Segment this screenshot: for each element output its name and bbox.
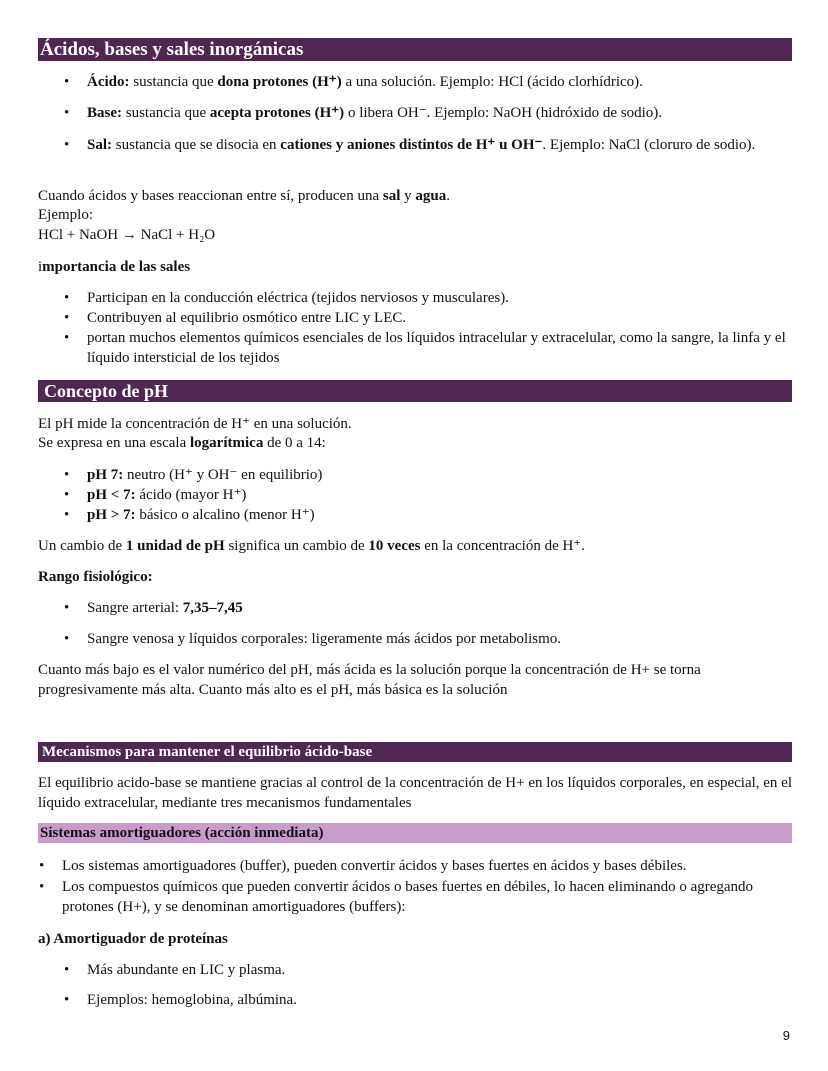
text: El pH mide la concentración de H⁺ en una solución. xyxy=(38,416,352,432)
text: Un cambio de xyxy=(38,538,126,554)
list-item xyxy=(87,308,792,328)
bold-text: cationes y aniones distintos de H⁺ u OH⁻ xyxy=(280,137,543,153)
text: . xyxy=(446,188,450,204)
list-item-salt xyxy=(87,135,792,155)
text: básico o alcalino (menor H⁺) xyxy=(135,507,315,523)
text: significa un cambio de xyxy=(224,538,369,554)
bold-text: Rango fisiológico: xyxy=(38,569,153,585)
text: i xyxy=(38,259,43,275)
text: Cuanto más bajo es el valor numérico del pH, más ácida es la solución porque la concentración de H+ se torna progresivamente más alta. Cuanto más alto es el pH, más básica es la solución xyxy=(38,662,701,698)
heading-mechanisms: Mecanismos para mantener el equilibrio ácido-base xyxy=(38,742,792,762)
list-item xyxy=(87,485,792,505)
paragraph-ph-change xyxy=(38,536,792,556)
list-item-acid xyxy=(87,72,792,92)
text: a una solución. Ejemplo: HCl (ácido clorhídrico). xyxy=(341,74,643,90)
bold-text: pH > 7: xyxy=(87,507,136,523)
text: en la concentración de H⁺. xyxy=(420,538,585,554)
text: Ejemplos: hemoglobina, albúmina. xyxy=(87,992,297,1008)
text: Sangre venosa y líquidos corporales: ligeramente más ácidos por metabolismo. xyxy=(87,631,562,647)
heading-ph-concept: Concepto de pH xyxy=(38,380,792,402)
text: neutro (H⁺ y OH⁻ en equilibrio) xyxy=(123,467,323,483)
text: sustancia que se disocia en xyxy=(112,137,281,153)
text: Más abundante en LIC y plasma. xyxy=(87,962,286,978)
paragraph-ph-scale xyxy=(38,433,792,453)
text: . Ejemplo: NaCl (cloruro de sodio). xyxy=(542,137,756,153)
bold-text: a) Amortiguador de proteínas xyxy=(38,931,228,947)
bold-text: Sal: xyxy=(87,137,113,153)
bold-text: mportancia de las sales xyxy=(42,259,191,275)
text: Contribuyen al equilibrio osmótico entre LIC y LEC. xyxy=(87,310,407,326)
text: de 0 a 14: xyxy=(263,435,326,451)
equation: HCl + NaOH → NaCl + H₂O xyxy=(38,227,216,243)
text: y xyxy=(400,188,416,204)
text: Participan en la conducción eléctrica (tejidos nerviosos y musculares). xyxy=(87,290,509,306)
text: El equilibrio acido-base se mantiene gracias al control de la concentración de H+ en los líquidos corporales, en especial, en el líquido extracelular, mediante tres mecanismos fundamentales xyxy=(38,775,793,811)
list-item xyxy=(62,877,792,917)
bold-text: Base: xyxy=(87,105,122,121)
importance-title xyxy=(38,257,792,277)
list-item xyxy=(87,505,792,525)
text: o libera OH⁻. Ejemplo: NaOH (hidróxido de sodio). xyxy=(344,105,663,121)
paragraph-ph-summary xyxy=(38,660,792,700)
list-item xyxy=(87,288,792,308)
page-number: 9 xyxy=(782,1028,790,1043)
bold-text: 7,35–7,45 xyxy=(182,600,243,616)
list-item xyxy=(87,629,792,649)
example-label: Ejemplo: xyxy=(38,207,93,223)
text: Los compuestos químicos que pueden convertir ácidos o bases fuertes en débiles, lo hacen eliminando o agregando protones (H+), y se denominan amortiguadores (buffers): xyxy=(62,879,754,915)
bold-text: logarítmica xyxy=(190,435,264,451)
text: Los sistemas amortiguadores (buffer), pueden convertir ácidos y bases fuertes en ácidos y bases débiles. xyxy=(62,858,687,874)
bold-text: sal xyxy=(382,188,401,204)
text: sustancia que xyxy=(122,105,210,121)
text: ácido (mayor H⁺) xyxy=(135,487,247,503)
subheading-buffer-systems: Sistemas amortiguadores (acción inmediata) xyxy=(38,823,792,843)
text: Se expresa en una escala xyxy=(38,435,191,451)
bold-text: agua xyxy=(415,188,447,204)
text: portan muchos elementos químicos esenciales de los líquidos intracelular y extracelular, como la sangre, la linfa y el líquido intersticial de los tejidos xyxy=(87,330,786,366)
bold-text: pH 7: xyxy=(87,467,124,483)
text: Sangre arterial: xyxy=(87,600,183,616)
bold-text: acepta protones (H⁺) xyxy=(209,105,345,121)
text: sustancia que xyxy=(129,74,218,90)
range-title xyxy=(38,567,792,587)
bold-text: pH < 7: xyxy=(87,487,136,503)
bold-text: 10 veces xyxy=(368,538,421,554)
paragraph-ph-def xyxy=(38,414,792,434)
bold-text: dona protones (H⁺) xyxy=(217,74,342,90)
list-item xyxy=(87,328,792,368)
paragraph-reaction xyxy=(38,186,792,206)
paragraph-mechanisms xyxy=(38,773,792,813)
list-item xyxy=(87,960,792,980)
heading-acids-bases-salts: Ácidos, bases y sales inorgánicas xyxy=(38,38,792,61)
bold-text: Ácido: xyxy=(87,74,130,90)
protein-buffer-title xyxy=(38,929,792,949)
list-item xyxy=(62,856,792,876)
list-item-base xyxy=(87,103,792,123)
list-item xyxy=(87,465,792,485)
bold-text: 1 unidad de pH xyxy=(125,538,225,554)
text: Cuando ácidos y bases reaccionan entre sí, producen una xyxy=(38,188,383,204)
list-item xyxy=(87,990,792,1010)
list-item xyxy=(87,598,792,618)
